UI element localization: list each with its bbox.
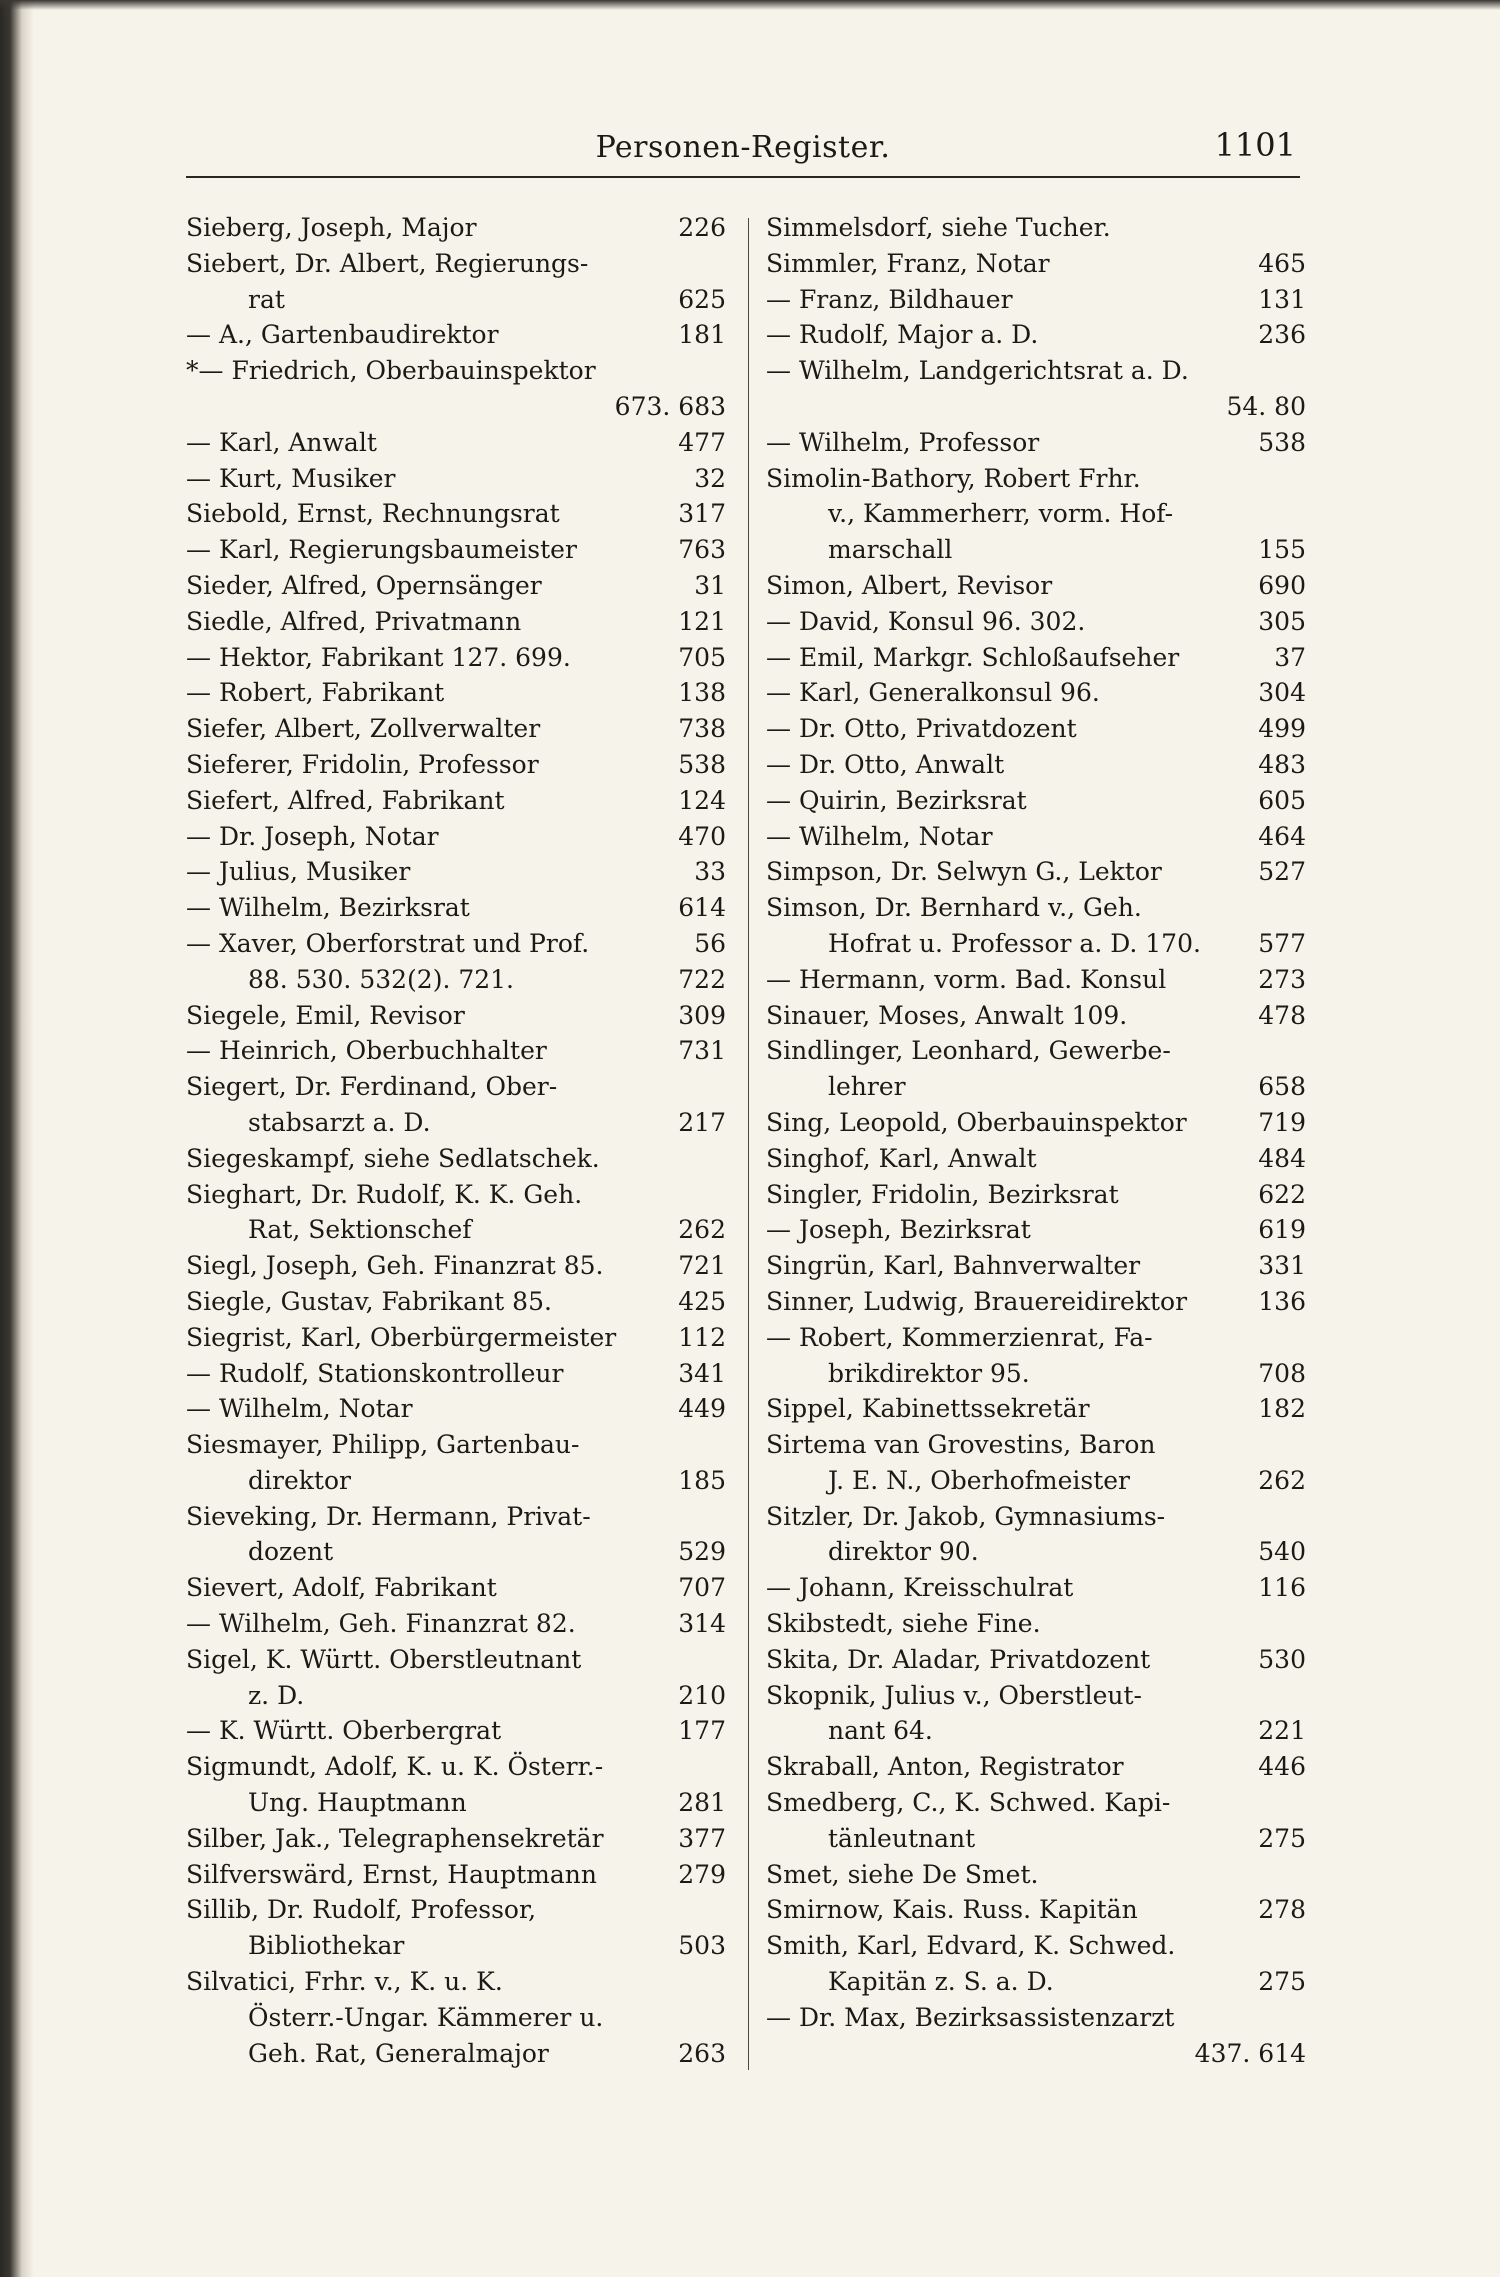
index-entry-line xyxy=(766,1749,1306,1785)
entry-text: Sieder, Alfred, Opernsänger xyxy=(186,570,542,600)
entry-page-ref: 614 xyxy=(678,893,726,923)
entry-text: — Karl, Generalkonsul 96. xyxy=(766,678,1100,708)
index-entry-line xyxy=(766,1857,1306,1893)
entry-text: Hofrat u. Professor a. D. 170. xyxy=(828,928,1201,958)
entry-page-ref: 449 xyxy=(678,1394,726,1424)
entry-text: — Xaver, Oberforstrat und Prof. xyxy=(186,928,590,958)
entry-page-ref: 273 xyxy=(1258,964,1306,994)
entry-text: lehrer xyxy=(828,1072,906,1102)
index-entry-line xyxy=(186,1964,726,2000)
entry-page-ref: 304 xyxy=(1258,678,1306,708)
index-entry-line xyxy=(186,1463,726,1499)
entry-text: Sinner, Ludwig, Brauereidirektor xyxy=(766,1286,1188,1316)
index-entry-line xyxy=(766,1678,1306,1714)
index-entry-line xyxy=(186,604,726,640)
entry-text: Ung. Hauptmann xyxy=(248,1788,467,1818)
entry-text: Sippel, Kabinettssekretär xyxy=(766,1394,1090,1424)
entry-page-ref: 138 xyxy=(678,678,726,708)
index-entry-line xyxy=(766,1713,1306,1749)
entry-page-ref: 707 xyxy=(678,1573,726,1603)
entry-page-ref: 530 xyxy=(1258,1644,1306,1674)
entry-page-ref: 622 xyxy=(1258,1179,1306,1209)
entry-page-ref: 605 xyxy=(1258,785,1306,815)
index-entry-line xyxy=(186,568,726,604)
index-entry-line xyxy=(766,1284,1306,1320)
entry-text: Sieghart, Dr. Rudolf, K. K. Geh. xyxy=(186,1179,583,1209)
entry-page-ref: 529 xyxy=(678,1537,726,1567)
index-entry-line xyxy=(186,317,726,353)
entry-page-ref: 527 xyxy=(1258,857,1306,887)
index-entry-line xyxy=(186,1391,726,1427)
entry-page-ref: 155 xyxy=(1258,535,1306,565)
entry-text: brikdirektor 95. xyxy=(828,1358,1030,1388)
entry-text: — Dr. Joseph, Notar xyxy=(186,821,439,851)
entry-page-ref: 719 xyxy=(1258,1107,1306,1137)
entry-page-ref: 124 xyxy=(678,785,726,815)
entry-page-ref: 262 xyxy=(678,1215,726,1245)
index-entry-line xyxy=(766,1141,1306,1177)
index-entry-line xyxy=(186,425,726,461)
index-entry-line xyxy=(766,2036,1306,2072)
entry-text: — Emil, Markgr. Schloßaufseher xyxy=(766,642,1180,672)
index-entry-line xyxy=(766,1964,1306,2000)
index-entry-line xyxy=(766,819,1306,855)
index-entry-line xyxy=(186,1642,726,1678)
entry-page-ref: 708 xyxy=(1258,1358,1306,1388)
entry-text: Sieferer, Fridolin, Professor xyxy=(186,749,539,779)
entry-page-ref: 425 xyxy=(678,1286,726,1316)
entry-text: Siedle, Alfred, Privatmann xyxy=(186,606,522,636)
entry-page-ref: 722 xyxy=(678,964,726,994)
entry-text: tänleutnant xyxy=(828,1823,976,1853)
index-entry-line xyxy=(766,1105,1306,1141)
entry-text: Siegele, Emil, Revisor xyxy=(186,1000,465,1030)
index-entry-line xyxy=(766,783,1306,819)
index-entry-line xyxy=(186,1785,726,1821)
index-entry-line xyxy=(766,1177,1306,1213)
entry-text: — Karl, Anwalt xyxy=(186,427,377,457)
entry-text: Silber, Jak., Telegraphensekretär xyxy=(186,1823,604,1853)
index-entry-line xyxy=(186,1284,726,1320)
index-entry-line xyxy=(186,1534,726,1570)
index-entry-line xyxy=(766,1642,1306,1678)
entry-page-ref: 625 xyxy=(678,284,726,314)
entry-page-ref: 131 xyxy=(1258,284,1306,314)
entry-page-ref: 619 xyxy=(1258,1215,1306,1245)
entry-text: — Wilhelm, Geh. Finanzrat 82. xyxy=(186,1609,576,1639)
entry-text: Simon, Albert, Revisor xyxy=(766,570,1053,600)
entry-text: — K. Württ. Oberbergrat xyxy=(186,1716,502,1746)
index-entry-line xyxy=(186,1033,726,1069)
entry-page-ref: 478 xyxy=(1258,1000,1306,1030)
entry-text: Siegle, Gustav, Fabrikant 85. xyxy=(186,1286,552,1316)
index-entry-line xyxy=(766,1391,1306,1427)
entry-text: Sing, Leopold, Oberbauinspektor xyxy=(766,1107,1187,1137)
entry-text: Siebold, Ernst, Rechnungsrat xyxy=(186,499,560,529)
entry-page-ref: 673. 683 xyxy=(614,391,726,421)
entry-text: Silvatici, Frhr. v., K. u. K. xyxy=(186,1967,503,1997)
right-column xyxy=(766,210,1306,2071)
index-entry-line xyxy=(766,1033,1306,1069)
entry-page-ref: 56 xyxy=(694,928,726,958)
top-edge-shadow xyxy=(0,0,1500,10)
index-entry-line xyxy=(186,1570,726,1606)
entry-text: — Hermann, vorm. Bad. Konsul xyxy=(766,964,1167,994)
index-entry-line xyxy=(186,783,726,819)
entry-page-ref: 503 xyxy=(678,1931,726,1961)
entry-text: Siefer, Albert, Zollverwalter xyxy=(186,714,541,744)
entry-page-ref: 499 xyxy=(1258,714,1306,744)
entry-page-ref: 317 xyxy=(678,499,726,529)
entry-text: Singrün, Karl, Bahnverwalter xyxy=(766,1251,1141,1281)
entry-text: Siegrist, Karl, Oberbürgermeister xyxy=(186,1322,617,1352)
entry-text: Simolin-Bathory, Robert Frhr. xyxy=(766,463,1141,493)
entry-text: z. D. xyxy=(248,1680,305,1710)
index-entry-line xyxy=(186,1356,726,1392)
index-entry-line xyxy=(766,747,1306,783)
entry-page-ref: 464 xyxy=(1258,821,1306,851)
entry-text: Smedberg, C., K. Schwed. Kapi- xyxy=(766,1788,1171,1818)
entry-text: Silfverswärd, Ernst, Hauptmann xyxy=(186,1859,597,1889)
entry-page-ref: 331 xyxy=(1258,1251,1306,1281)
index-entry-line xyxy=(766,210,1306,246)
entry-text: rat xyxy=(248,284,285,314)
entry-page-ref: 121 xyxy=(678,606,726,636)
index-entry-line xyxy=(186,532,726,568)
entry-text: stabsarzt a. D. xyxy=(248,1107,431,1137)
entry-page-ref: 275 xyxy=(1258,1823,1306,1853)
index-entry-line xyxy=(186,926,726,962)
entry-page-ref: 54. 80 xyxy=(1226,391,1306,421)
entry-text: — Wilhelm, Landgerichtsrat a. D. xyxy=(766,356,1189,386)
entry-text: Simmler, Franz, Notar xyxy=(766,248,1050,278)
entry-page-ref: 465 xyxy=(1258,248,1306,278)
entry-text: Smet, siehe De Smet. xyxy=(766,1859,1039,1889)
entry-page-ref: 236 xyxy=(1258,320,1306,350)
index-entry-line xyxy=(186,640,726,676)
entry-text: Sitzler, Dr. Jakob, Gymnasiums- xyxy=(766,1501,1166,1531)
entry-page-ref: 731 xyxy=(678,1036,726,1066)
index-entry-line xyxy=(186,2036,726,2072)
entry-text: Smith, Karl, Edvard, K. Schwed. xyxy=(766,1931,1176,1961)
index-entry-line xyxy=(186,890,726,926)
entry-text: *— Friedrich, Oberbauinspektor xyxy=(186,356,596,386)
entry-text: — Quirin, Bezirksrat xyxy=(766,785,1027,815)
entry-text: Sieberg, Joseph, Major xyxy=(186,213,477,242)
entry-page-ref: 483 xyxy=(1258,749,1306,779)
index-entry-line xyxy=(766,640,1306,676)
entry-text: Siegert, Dr. Ferdinand, Ober- xyxy=(186,1072,558,1102)
index-entry-line xyxy=(766,282,1306,318)
entry-text: Singler, Fridolin, Bezirksrat xyxy=(766,1179,1119,1209)
entry-text: — David, Konsul 96. 302. xyxy=(766,606,1086,636)
entry-text: dozent xyxy=(248,1537,334,1567)
index-entry-line xyxy=(186,1678,726,1714)
entry-page-ref: 112 xyxy=(678,1322,726,1352)
index-entry-line xyxy=(766,1892,1306,1928)
entry-page-ref: 538 xyxy=(678,749,726,779)
index-entry-line xyxy=(766,389,1306,425)
entry-page-ref: 226 xyxy=(678,213,726,242)
entry-text: Skopnik, Julius v., Oberstleut- xyxy=(766,1680,1142,1710)
entry-text: — Hektor, Fabrikant 127. 699. xyxy=(186,642,571,672)
index-entry-line xyxy=(186,747,726,783)
index-entry-line xyxy=(186,711,726,747)
index-entry-line xyxy=(766,1320,1306,1356)
index-entry-line xyxy=(766,1499,1306,1535)
entry-text: — Joseph, Bezirksrat xyxy=(766,1215,1031,1245)
index-entry-line xyxy=(186,1713,726,1749)
entry-text: Österr.-Ungar. Kämmerer u. xyxy=(248,2002,604,2032)
index-entry-line xyxy=(766,1821,1306,1857)
entry-text: Siegeskampf, siehe Sedlatschek. xyxy=(186,1143,600,1173)
index-entry-line xyxy=(186,1749,726,1785)
entry-text: Sigel, K. Württ. Oberstleutnant xyxy=(186,1644,582,1674)
index-entry-line xyxy=(186,1177,726,1213)
entry-page-ref: 37 xyxy=(1274,642,1306,672)
entry-text: — Franz, Bildhauer xyxy=(766,284,1013,314)
index-entry-line xyxy=(766,1463,1306,1499)
index-entry-line xyxy=(766,1248,1306,1284)
index-entry-line xyxy=(766,675,1306,711)
entry-page-ref: 377 xyxy=(678,1823,726,1853)
entry-text: Sindlinger, Leonhard, Gewerbe- xyxy=(766,1036,1171,1066)
entry-page-ref: 136 xyxy=(1258,1286,1306,1316)
index-entry-line xyxy=(186,210,726,246)
index-entry-line xyxy=(766,1928,1306,1964)
entry-text: — Karl, Regierungsbaumeister xyxy=(186,535,577,565)
entry-page-ref: 262 xyxy=(1258,1465,1306,1495)
index-entry-line xyxy=(766,317,1306,353)
index-entry-line xyxy=(186,282,726,318)
index-entry-line xyxy=(766,425,1306,461)
entry-page-ref: 263 xyxy=(678,2038,726,2068)
index-entry-line xyxy=(766,1785,1306,1821)
entry-text: — Wilhelm, Notar xyxy=(186,1394,413,1424)
index-entry-line xyxy=(766,353,1306,389)
index-entry-line xyxy=(766,1606,1306,1642)
entry-text: — Julius, Musiker xyxy=(186,857,411,887)
entry-page-ref: 278 xyxy=(1258,1895,1306,1925)
index-entry-line xyxy=(766,711,1306,747)
entry-page-ref: 484 xyxy=(1258,1143,1306,1173)
column-divider xyxy=(748,218,749,2070)
entry-page-ref: 185 xyxy=(678,1465,726,1495)
entry-text: Geh. Rat, Generalmajor xyxy=(248,2038,549,2068)
entry-page-ref: 32 xyxy=(694,463,726,493)
index-entry-line xyxy=(186,2000,726,2036)
index-entry-line xyxy=(186,1248,726,1284)
index-entry-line xyxy=(186,1105,726,1141)
entry-text: v., Kammerherr, vorm. Hof- xyxy=(828,499,1174,529)
entry-text: — Dr. Otto, Anwalt xyxy=(766,749,1005,779)
entry-text: — Kurt, Musiker xyxy=(186,463,396,493)
entry-page-ref: 538 xyxy=(1258,427,1306,457)
entry-text: Skita, Dr. Aladar, Privatdozent xyxy=(766,1644,1151,1674)
index-entry-line xyxy=(766,926,1306,962)
entry-text: marschall xyxy=(828,535,953,565)
page-number: 1101 xyxy=(1214,126,1296,164)
entry-text: direktor xyxy=(248,1465,351,1495)
entry-text: Bibliothekar xyxy=(248,1931,405,1961)
entry-text: Sinauer, Moses, Anwalt 109. xyxy=(766,1000,1128,1030)
index-entry-line xyxy=(186,1892,726,1928)
index-entry-line xyxy=(766,246,1306,282)
entry-page-ref: 275 xyxy=(1258,1967,1306,1997)
index-entry-line xyxy=(766,962,1306,998)
index-entry-line xyxy=(186,1427,726,1463)
entry-page-ref: 182 xyxy=(1258,1394,1306,1424)
index-entry-line xyxy=(766,496,1306,532)
index-entry-line xyxy=(186,353,726,389)
index-entry-line xyxy=(766,532,1306,568)
running-title: Personen-Register. xyxy=(595,130,891,165)
entry-text: Simson, Dr. Bernhard v., Geh. xyxy=(766,893,1142,923)
entry-text: — Dr. Max, Bezirksassistenzarzt xyxy=(766,2002,1175,2032)
binding-gutter xyxy=(0,0,34,2277)
entry-text: Simmelsdorf, siehe Tucher. xyxy=(766,213,1111,242)
entry-text: — Rudolf, Stationskontrolleur xyxy=(186,1358,564,1388)
index-entry-line xyxy=(186,1320,726,1356)
entry-text: — Wilhelm, Bezirksrat xyxy=(186,893,470,923)
index-entry-line xyxy=(186,1821,726,1857)
entry-page-ref: 577 xyxy=(1258,928,1306,958)
entry-text: nant 64. xyxy=(828,1716,933,1746)
index-entry-line xyxy=(766,568,1306,604)
entry-text: — Johann, Kreisschulrat xyxy=(766,1573,1074,1603)
entry-text: J. E. N., Oberhofmeister xyxy=(828,1465,1131,1495)
index-entry-line xyxy=(186,1069,726,1105)
entry-page-ref: 446 xyxy=(1258,1752,1306,1782)
entry-page-ref: 721 xyxy=(678,1251,726,1281)
entry-text: — Rudolf, Major a. D. xyxy=(766,320,1039,350)
entry-page-ref: 690 xyxy=(1258,570,1306,600)
index-entry-line xyxy=(186,389,726,425)
index-entry-line xyxy=(186,819,726,855)
entry-page-ref: 658 xyxy=(1258,1072,1306,1102)
entry-page-ref: 181 xyxy=(678,320,726,350)
entry-page-ref: 314 xyxy=(678,1609,726,1639)
entry-text: Siebert, Dr. Albert, Regierungs- xyxy=(186,248,589,278)
entry-text: — Robert, Fabrikant xyxy=(186,678,445,708)
entry-text: Rat, Sektionschef xyxy=(248,1215,472,1245)
entry-text: Sieveking, Dr. Hermann, Privat- xyxy=(186,1501,591,1531)
index-entry-line xyxy=(186,461,726,497)
index-entry-line xyxy=(186,246,726,282)
entry-text: — Heinrich, Oberbuchhalter xyxy=(186,1036,547,1066)
index-entry-line xyxy=(186,1212,726,1248)
entry-page-ref: 477 xyxy=(678,427,726,457)
index-entry-line xyxy=(186,496,726,532)
entry-page-ref: 217 xyxy=(678,1107,726,1137)
index-entry-line xyxy=(186,962,726,998)
index-entry-line xyxy=(766,1212,1306,1248)
entry-page-ref: 470 xyxy=(678,821,726,851)
index-entry-line xyxy=(766,1069,1306,1105)
entry-text: — Robert, Kommerzienrat, Fa- xyxy=(766,1322,1153,1352)
index-entry-line xyxy=(766,1534,1306,1570)
entry-page-ref: 281 xyxy=(678,1788,726,1818)
entry-page-ref: 309 xyxy=(678,1000,726,1030)
entry-page-ref: 177 xyxy=(678,1716,726,1746)
index-entry-line xyxy=(186,675,726,711)
entry-text: direktor 90. xyxy=(828,1537,979,1567)
page-header xyxy=(186,122,1300,172)
index-entry-line xyxy=(186,1141,726,1177)
index-entry-line xyxy=(186,1928,726,1964)
index-entry-line xyxy=(766,998,1306,1034)
entry-text: — Wilhelm, Notar xyxy=(766,821,993,851)
entry-text: — Wilhelm, Professor xyxy=(766,427,1040,457)
index-entry-line xyxy=(186,854,726,890)
entry-text: Skibstedt, siehe Fine. xyxy=(766,1609,1041,1639)
entry-text: Kapitän z. S. a. D. xyxy=(828,1967,1054,1997)
entry-text: Smirnow, Kais. Russ. Kapitän xyxy=(766,1895,1138,1925)
entry-page-ref: 738 xyxy=(678,714,726,744)
index-entry-line xyxy=(766,604,1306,640)
entry-text: 88. 530. 532(2). 721. xyxy=(248,964,515,994)
entry-text: Siesmayer, Philipp, Gartenbau- xyxy=(186,1430,580,1460)
entry-page-ref: 221 xyxy=(1258,1716,1306,1746)
entry-page-ref: 305 xyxy=(1258,606,1306,636)
entry-text: Singhof, Karl, Anwalt xyxy=(766,1143,1037,1173)
entry-page-ref: 763 xyxy=(678,535,726,565)
entry-text: Sillib, Dr. Rudolf, Professor, xyxy=(186,1895,537,1925)
entry-page-ref: 116 xyxy=(1258,1573,1306,1603)
entry-text: Siegl, Joseph, Geh. Finanzrat 85. xyxy=(186,1251,604,1281)
index-entry-line xyxy=(186,1857,726,1893)
entry-text: Sirtema van Grovestins, Baron xyxy=(766,1430,1156,1460)
entry-text: Sigmundt, Adolf, K. u. K. Österr.- xyxy=(186,1752,604,1782)
index-entry-line xyxy=(766,854,1306,890)
entry-text: Skraball, Anton, Registrator xyxy=(766,1752,1124,1782)
entry-text: Sievert, Adolf, Fabrikant xyxy=(186,1573,497,1603)
left-column xyxy=(186,210,726,2071)
index-entry-line xyxy=(766,2000,1306,2036)
index-entry-line xyxy=(186,998,726,1034)
entry-page-ref: 33 xyxy=(694,857,726,887)
index-entry-line xyxy=(766,461,1306,497)
entry-page-ref: 279 xyxy=(678,1859,726,1889)
entry-text: Siefert, Alfred, Fabrikant xyxy=(186,785,505,815)
index-entry-line xyxy=(766,890,1306,926)
entry-page-ref: 437. 614 xyxy=(1194,2038,1306,2068)
entry-page-ref: 705 xyxy=(678,642,726,672)
index-entry-line xyxy=(766,1356,1306,1392)
entry-text: Simpson, Dr. Selwyn G., Lektor xyxy=(766,857,1162,887)
index-entry-line xyxy=(186,1499,726,1535)
index-entry-line xyxy=(766,1427,1306,1463)
entry-text: — A., Gartenbaudirektor xyxy=(186,320,499,350)
header-rule xyxy=(186,176,1300,178)
entry-page-ref: 210 xyxy=(678,1680,726,1710)
entry-page-ref: 31 xyxy=(694,570,726,600)
entry-page-ref: 341 xyxy=(678,1358,726,1388)
index-entry-line xyxy=(186,1606,726,1642)
entry-text: — Dr. Otto, Privatdozent xyxy=(766,714,1077,744)
entry-page-ref: 540 xyxy=(1258,1537,1306,1567)
index-entry-line xyxy=(766,1570,1306,1606)
